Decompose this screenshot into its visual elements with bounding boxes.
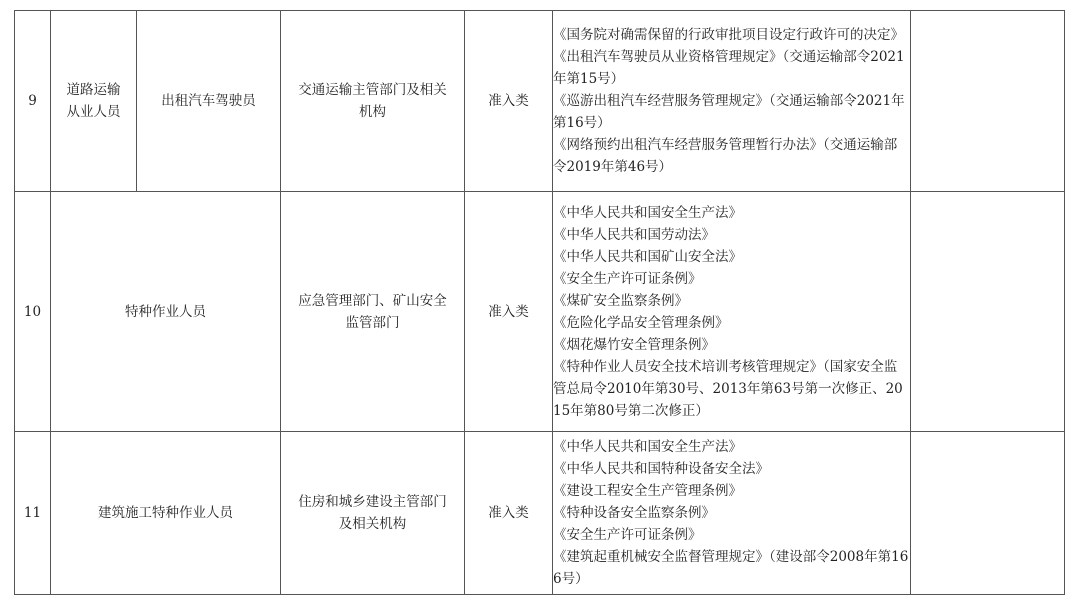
legal-basis-item: 《中华人民共和国特种设备安全法》 <box>553 461 769 477</box>
row-number: 11 <box>15 432 51 595</box>
legal-basis-item: 《建设工程安全生产管理条例》 <box>553 483 742 499</box>
table-row <box>15 432 1065 595</box>
table-row <box>15 11 1065 192</box>
remark-cell <box>911 192 1065 432</box>
department <box>281 11 465 192</box>
legal-basis-item: 《建筑起重机械安全监督管理规定》（建设部令2008年第166号） <box>553 549 909 587</box>
occupation-name: 出租汽车驾驶员 <box>137 11 281 192</box>
department <box>281 432 465 595</box>
category-line: 从业人员 <box>66 104 121 120</box>
department-line: 机构 <box>359 104 386 120</box>
legal-basis-item: 《中华人民共和国安全生产法》 <box>553 439 742 455</box>
legal-basis-item: 《特种设备安全监察条例》 <box>553 505 715 521</box>
qualification-type: 准入类 <box>465 192 553 432</box>
legal-basis-item: 《安全生产许可证条例》 <box>553 270 702 287</box>
legal-basis-item: 《安全生产许可证条例》 <box>553 527 702 543</box>
legal-basis-item: 《烟花爆竹安全管理条例》 <box>553 336 715 353</box>
legal-basis-item: 《中华人民共和国安全生产法》 <box>553 204 742 221</box>
department-line: 交通运输主管部门及相关 <box>298 82 447 98</box>
qualification-type: 准入类 <box>465 11 553 192</box>
remark-cell <box>911 432 1065 595</box>
department-line: 住房和城乡建设主管部门 <box>298 494 447 510</box>
qualification-table <box>14 10 1065 595</box>
legal-basis-item: 《中华人民共和国矿山安全法》 <box>553 248 742 265</box>
legal-basis-item: 《特种作业人员安全技术培训考核管理规定》（国家安全监管总局令2010年第30号、2013年第63号第一次修正、2015年第80号第二次修正） <box>553 358 903 419</box>
category-line: 道路运输 <box>66 82 121 98</box>
row-number: 9 <box>15 11 51 192</box>
department-line: 应急管理部门、矿山安全 <box>298 292 447 309</box>
legal-basis-item: 《出租汽车驾驶员从业资格管理规定》（交通运输部令2021年第15号） <box>553 49 905 87</box>
legal-basis <box>553 11 911 192</box>
remark-cell <box>911 11 1065 192</box>
legal-basis-item: 《煤矿安全监察条例》 <box>553 292 688 309</box>
department-line: 及相关机构 <box>338 516 407 532</box>
occupation-name: 特种作业人员 <box>51 192 281 432</box>
legal-basis-item: 《网络预约出租汽车经营服务管理暂行办法》（交通运输部令2019年第46号） <box>553 137 898 175</box>
row-number: 10 <box>15 192 51 432</box>
department <box>281 192 465 432</box>
legal-basis <box>553 192 911 432</box>
legal-basis-item: 《危险化学品安全管理条例》 <box>553 314 729 331</box>
occupation-name: 建筑施工特种作业人员 <box>51 432 281 595</box>
qualification-type: 准入类 <box>465 432 553 595</box>
department-line: 监管部门 <box>345 314 400 331</box>
table-row <box>15 192 1065 432</box>
legal-basis <box>553 432 911 595</box>
occupation-category <box>51 11 137 192</box>
legal-basis-item: 《国务院对确需保留的行政审批项目设定行政许可的决定》 <box>553 27 904 43</box>
legal-basis-item: 《中华人民共和国劳动法》 <box>553 226 715 243</box>
legal-basis-item: 《巡游出租汽车经营服务管理规定》（交通运输部令2021年第16号） <box>553 93 905 131</box>
